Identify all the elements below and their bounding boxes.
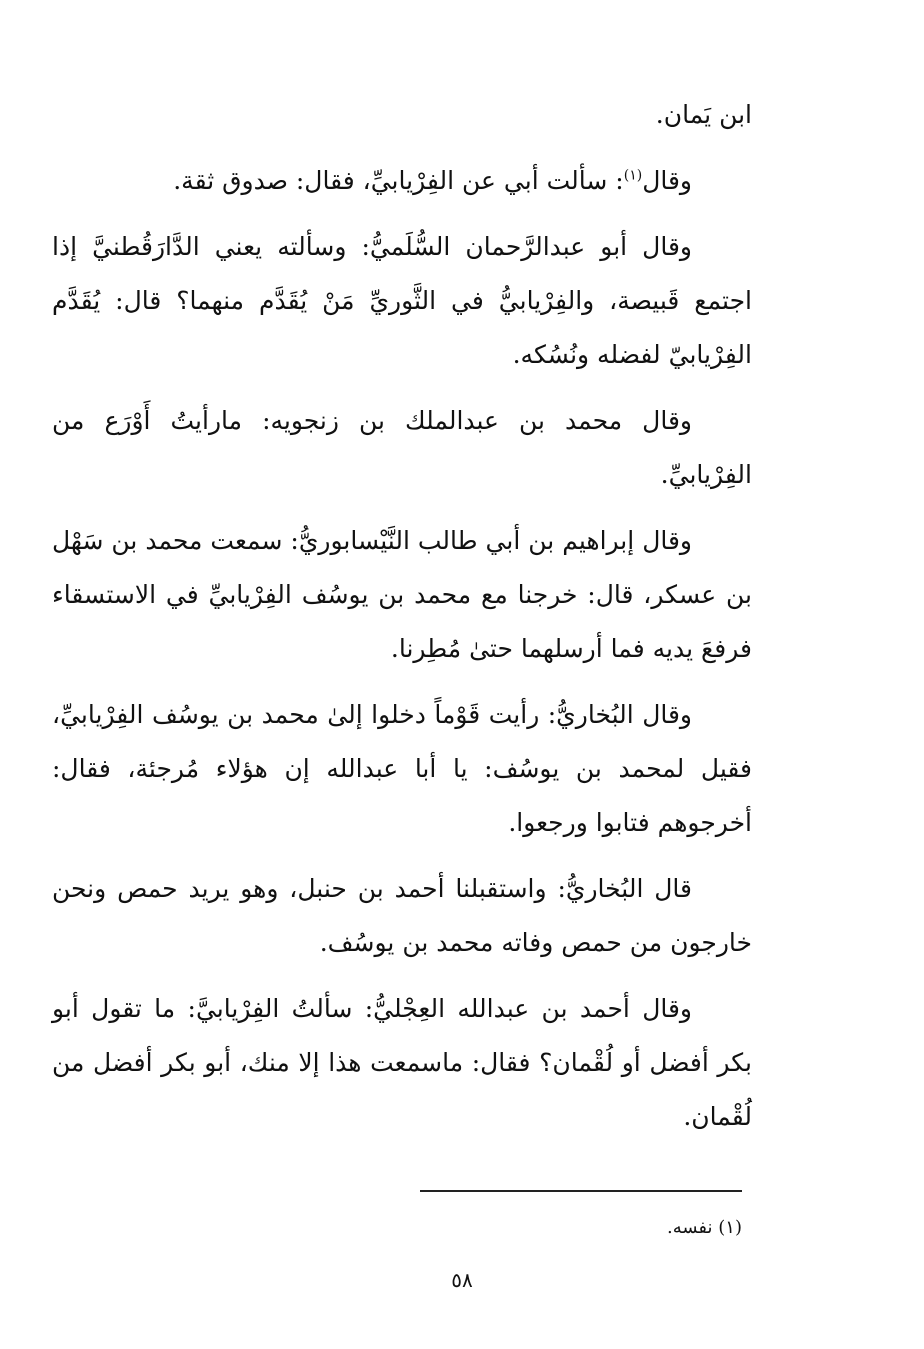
page-number: ٥٨ <box>451 1268 473 1292</box>
main-text <box>52 88 752 1156</box>
paragraph-2 <box>52 154 752 208</box>
paragraph-3: وقال أبو عبدالرَّحمان السُّلَميُّ: وسألته يعني الدَّارَقُطنيَّ إذا اجتمع قَبيصة، والفِرْيابيُّ في الثَّوريِّ مَنْ يُقَدَّم منهما؟ قال: يُقَدَّم الفِرْيابيّ لفضله ونُسُكه. <box>52 232 752 369</box>
paragraph-4: وقال محمد بن عبدالملك بن زنجويه: مارأيتُ أَوْرَع من الفِرْيابيِّ. <box>52 406 752 489</box>
paragraph-6: وقال البُخاريُّ: رأيت قَوْماً دخلوا إلىٰ محمد بن يوسُف الفِرْيابيِّ، فقيل لمحمد بن يوسُف: يا أبا عبدالله إن هؤلاء مُرجئة، فقال: أخرجوهم فتابوا ورجعوا. <box>52 700 752 837</box>
footnote-divider <box>420 1190 742 1192</box>
footnote-reference[interactable]: (١) <box>623 167 643 184</box>
footnote: (١) نفسه. <box>667 1217 742 1238</box>
paragraph-1: ابن يَمان. <box>655 100 752 129</box>
paragraph-2-lead: وقال <box>642 166 692 195</box>
paragraph-7: قال البُخاريُّ: واستقبلنا أحمد بن حنبل، وهو يريد حمص ونحن خارجون من حمص وفاته محمد بن يوسُف. <box>52 874 752 957</box>
paragraph-2-rest: : سألت أبي عن الفِرْيابيِّ، فقال: صدوق ثقة. <box>173 166 624 195</box>
paragraph-5: وقال إبراهيم بن أبي طالب النَّيْسابوريُّ: سمعت محمد بن سَهْل بن عسكر، قال: خرجنا مع محمد بن يوسُف الفِرْيابيِّ في الاستسقاء فرفعَ يديه فما أرسلهما حتىٰ مُطِرنا. <box>52 526 752 663</box>
paragraph-8: وقال أحمد بن عبدالله العِجْليُّ: سألتُ الفِرْيابيَّ: ما تقول أبو بكر أفضل أو لُقْمان؟ فقال: ماسمعت هذا إلا منك، أبو بكر أفضل من لُقْمان. <box>52 994 752 1131</box>
